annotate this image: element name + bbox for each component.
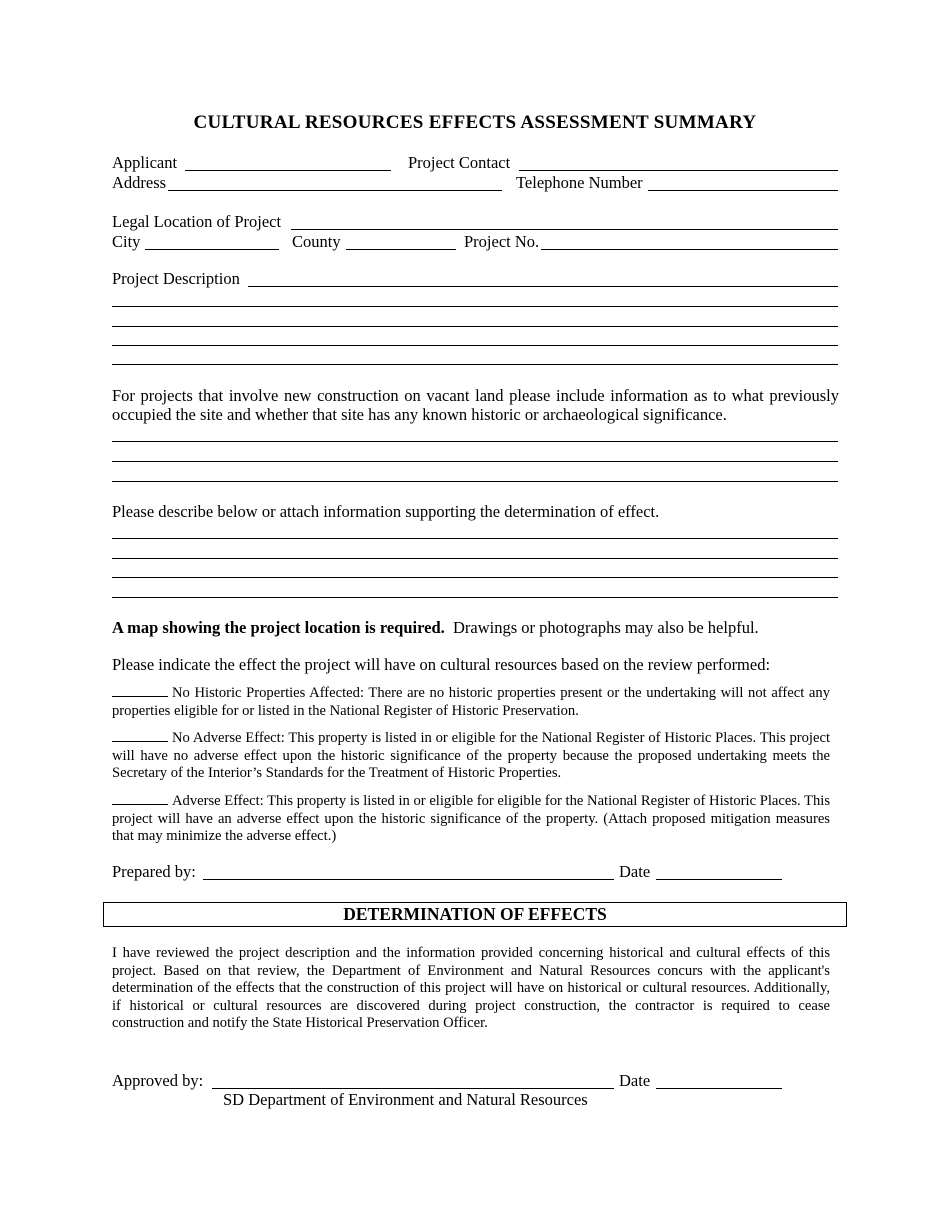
option-text: Adverse Effect: This property is listed in or eligible for eligible for the National Register of Historic Places. This project will have an adverse effect upon the historic significance of the property. (Attach proposed mitigation measures that may minimize the adverse effect.)	[112, 793, 830, 844]
city-label: City	[112, 232, 141, 251]
project-description-label: Project Description	[112, 269, 240, 288]
option-adverse-effect	[112, 792, 830, 846]
county-label: County	[292, 232, 341, 251]
form-title: CULTURAL RESOURCES EFFECTS ASSESSMENT SUMMARY	[193, 112, 757, 133]
describe-line[interactable]	[112, 577, 838, 578]
option-text: No Historic Properties Affected: There are no historic properties present or the undertaking will not affect any properties eligible for or listed in the National Register of Historic Preservation.	[112, 685, 830, 719]
option-checkline[interactable]	[112, 792, 168, 805]
project-no-field[interactable]	[541, 249, 838, 250]
address-label: Address	[112, 173, 167, 192]
project-description-line[interactable]	[112, 364, 838, 365]
determination-body: I have reviewed the project description and the information provided concerning historical and cultural effects of this project. Based on that review, the Department of Environment and Natural Resources concurs with the applicant's determination of the effects that the construction of this project will have on historical or cultural resources. Additionally, if historical or cultural resources are discovered during project construction, the contractor is required to cease construction and notify the State Historical Preservation Officer.	[112, 945, 830, 1031]
department-name: SD Department of Environment and Natural Resources	[223, 1090, 588, 1109]
map-helpful-text: Drawings or photographs may also be helpful.	[453, 618, 759, 637]
applicant-label: Applicant	[112, 153, 178, 172]
telephone-label: Telephone Number	[516, 173, 643, 192]
address-field[interactable]	[168, 190, 502, 191]
city-field[interactable]	[145, 249, 279, 250]
map-required-bold: A map showing the project location is required.	[112, 618, 445, 637]
vacant-land-instructions: For projects that involve new construction on vacant land please include information as to what previously occupied the site and whether that site has any known historic or archaeological significance.	[112, 386, 839, 424]
county-field[interactable]	[346, 249, 456, 250]
prepared-by-label: Prepared by:	[112, 862, 196, 881]
approved-date-label: Date	[619, 1071, 651, 1090]
determination-heading: DETERMINATION OF EFFECTS	[103, 902, 847, 927]
option-text: No Adverse Effect: This property is listed in or eligible for the National Register of Historic Places. This project will have no adverse effect upon the historic significance of the property because the proposed undertaking meets the Secretary of the Interior’s Standards for the Treatment of Historic Properties.	[112, 730, 830, 781]
project-contact-field[interactable]	[519, 170, 838, 171]
option-no-historic-properties	[112, 684, 830, 720]
prepared-date-field[interactable]	[656, 879, 782, 880]
option-checkline[interactable]	[112, 684, 168, 697]
describe-instructions: Please describe below or attach information supporting the determination of effect.	[112, 502, 660, 521]
option-checkline[interactable]	[112, 729, 168, 742]
applicant-field[interactable]	[185, 170, 391, 171]
approved-date-field[interactable]	[656, 1088, 782, 1089]
project-description-field[interactable]	[248, 286, 838, 287]
legal-location-label: Legal Location of Project	[112, 212, 282, 231]
indicate-instructions: Please indicate the effect the project will have on cultural resources based on the review performed:	[112, 655, 771, 674]
prepared-by-field[interactable]	[203, 879, 614, 880]
describe-line[interactable]	[112, 558, 838, 559]
project-description-line[interactable]	[112, 306, 838, 307]
vacant-land-line[interactable]	[112, 461, 838, 462]
telephone-field[interactable]	[648, 190, 838, 191]
approved-by-field[interactable]	[212, 1088, 614, 1089]
project-contact-label: Project Contact	[408, 153, 511, 172]
map-requirement	[112, 618, 759, 638]
prepared-date-label: Date	[619, 862, 651, 881]
project-no-label: Project No.	[464, 232, 540, 251]
describe-line[interactable]	[112, 538, 838, 539]
legal-location-field[interactable]	[291, 229, 838, 230]
option-no-adverse-effect	[112, 729, 830, 783]
vacant-land-line[interactable]	[112, 441, 838, 442]
project-description-line[interactable]	[112, 345, 838, 346]
vacant-land-line[interactable]	[112, 481, 838, 482]
approved-by-label: Approved by:	[112, 1071, 204, 1090]
project-description-line[interactable]	[112, 326, 838, 327]
describe-line[interactable]	[112, 597, 838, 598]
